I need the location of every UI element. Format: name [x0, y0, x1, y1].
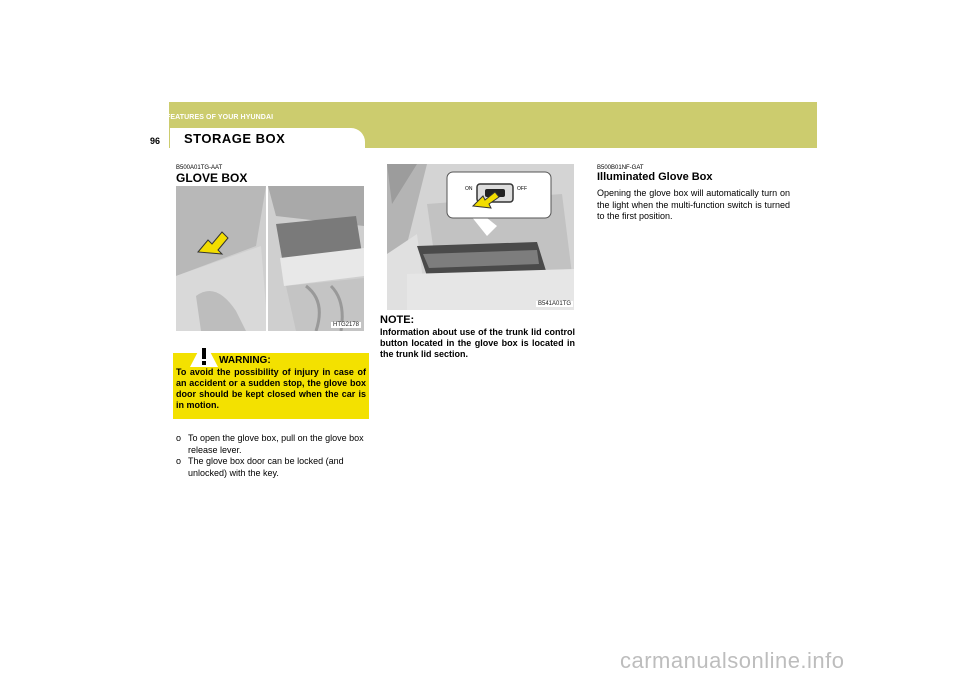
list-item — [176, 433, 370, 456]
glove-box-heading: GLOVE BOX — [176, 171, 248, 185]
warning-text: To avoid the possibility of injury in case of an accident or a sudden stop, the glove box door should be kept closed when the car is in motion. — [176, 367, 366, 410]
note-title: NOTE: — [380, 314, 415, 326]
page-number: 96 — [150, 136, 161, 146]
glove-box-code: B500A01TG-AAT — [176, 165, 223, 171]
footer-watermark: carmanualsonline.info — [620, 648, 845, 673]
glove-box-image-code: HTG2178 — [333, 322, 360, 328]
note-text: Information about use of the trunk lid control button located in the glove box is located in the trunk lid section. — [380, 327, 575, 359]
section-number: 1 — [152, 104, 164, 126]
warning-title: WARNING: — [219, 355, 271, 366]
switch-off-label: OFF — [517, 186, 527, 192]
section-title: FEATURES OF YOUR HYUNDAI — [166, 114, 274, 121]
trunk-switch-photo — [387, 164, 574, 310]
illuminated-text: Opening the glove box will automatically turn on the light when the multi-function switch is turned to the first position. — [597, 188, 790, 221]
bullet-text: The glove box door can be locked (and unlocked) with the key. — [188, 456, 344, 478]
trunk-switch-image-code: B541A01TG — [538, 301, 572, 307]
warning-icon — [189, 339, 219, 369]
switch-on-label: ON — [465, 186, 473, 192]
list-item — [176, 456, 370, 479]
instructions-list — [176, 433, 370, 479]
bullet-marker: o — [176, 456, 182, 466]
illuminated-heading: Illuminated Glove Box — [597, 171, 713, 183]
bullet-marker: o — [176, 433, 182, 443]
bullet-text: To open the glove box, pull on the glove box release lever. — [188, 433, 364, 455]
glove-box-photo — [176, 186, 364, 331]
illuminated-code: B500B01NF-GAT — [597, 165, 644, 171]
page-title: STORAGE BOX — [184, 131, 286, 146]
